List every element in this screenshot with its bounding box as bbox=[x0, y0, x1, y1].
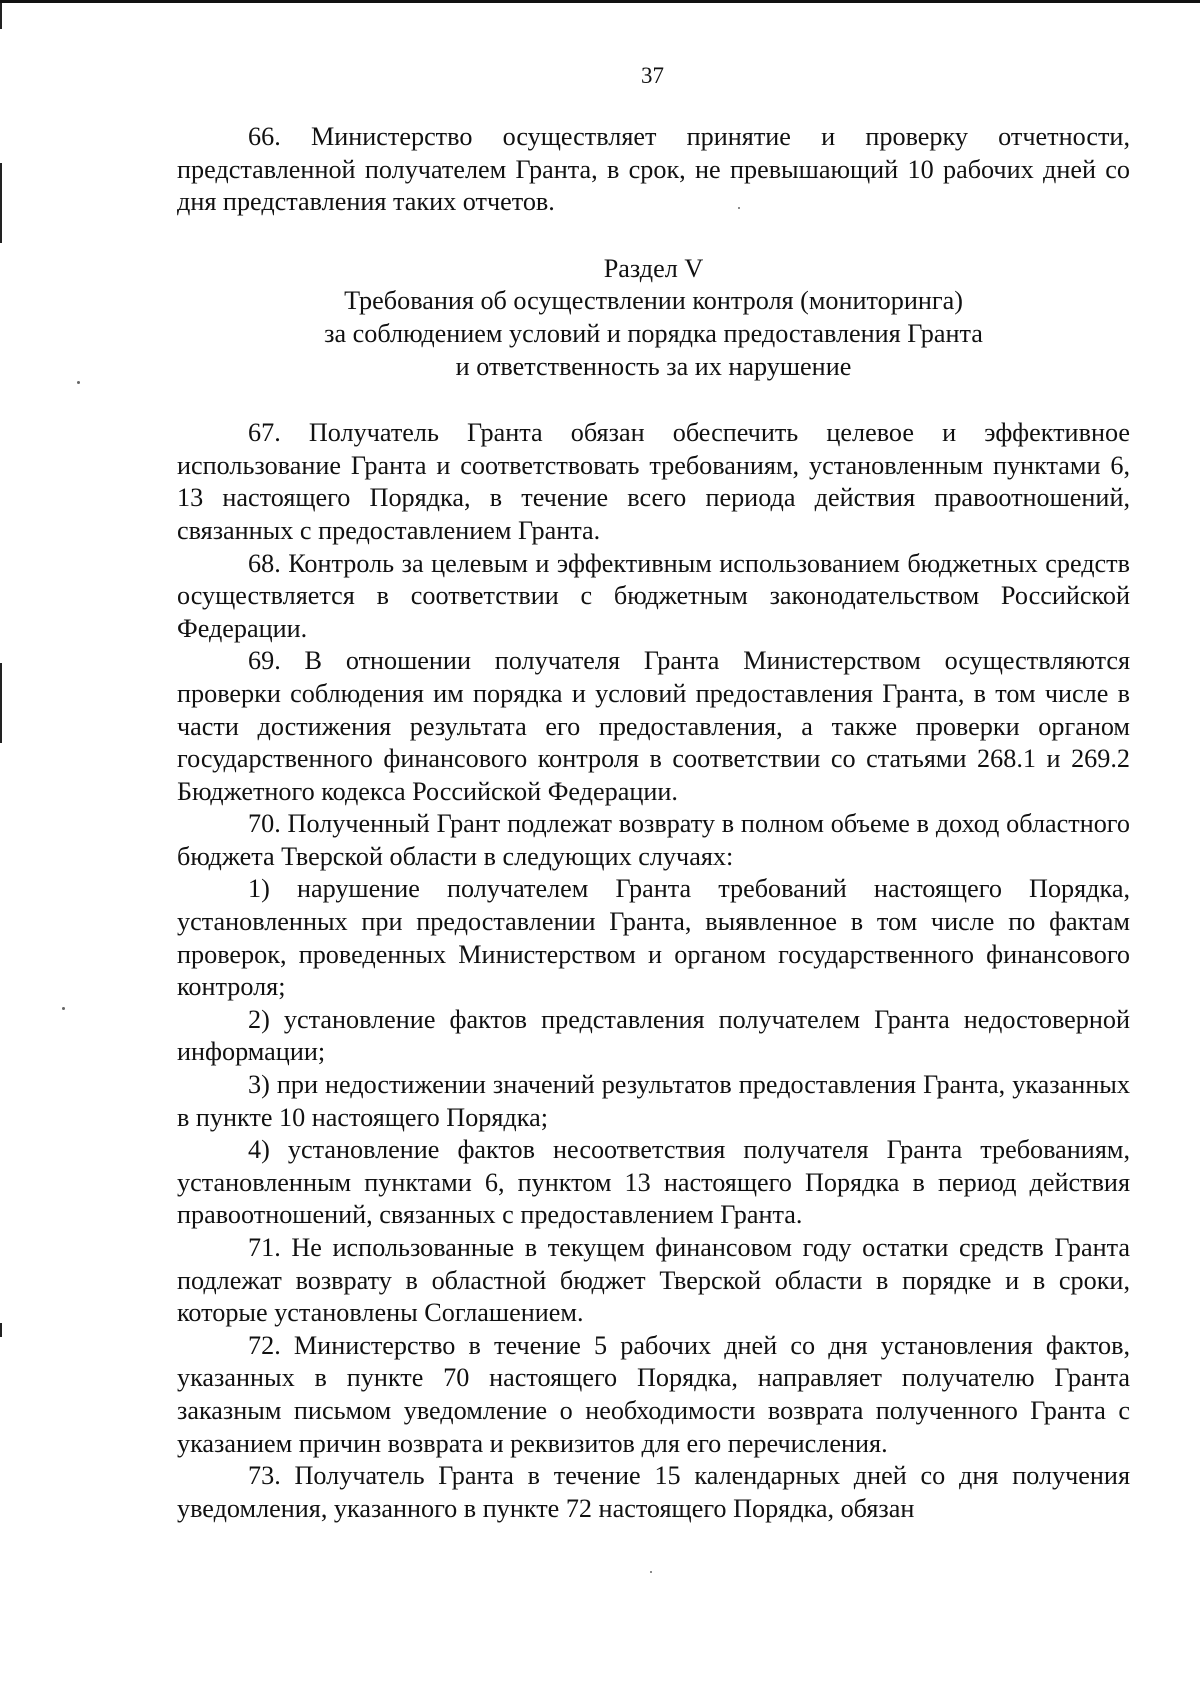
document-body bbox=[177, 121, 1130, 1525]
paragraph-70-item-1: 1) нарушение получателем Гранта требований настоящего Порядка, установленных при предоставлении Гранта, выявленное в том числе по фактам проверок, проведенных Министерством и органом государственного финансового контроля; bbox=[177, 874, 1130, 1002]
page-number: 37 bbox=[641, 63, 664, 88]
scan-speck bbox=[62, 1007, 65, 1010]
paragraph-66: 66. Министерство осуществляет принятие и проверку отчетности, представленной получателем Гранта, в срок, не превышающий 10 рабочих дней со дня представления таких отчетов. bbox=[177, 122, 1130, 217]
scan-edge-mark bbox=[0, 3, 2, 29]
paragraph-70: 70. Полученный Грант подлежат возврату в полном объеме в доход областного бюджета Тверской области в следующих случаях: bbox=[177, 809, 1130, 871]
scan-edge-mark bbox=[0, 163, 2, 243]
scan-edge-mark bbox=[0, 663, 2, 743]
section-title-line-1: Требования об осуществлении контроля (мониторинга) bbox=[344, 286, 963, 316]
paragraph-70-item-3: 3) при недостижении значений результатов предоставления Гранта, указанных в пункте 10 настоящего Порядка; bbox=[177, 1070, 1130, 1132]
paragraph-68: 68. Контроль за целевым и эффективным использованием бюджетных средств осуществляется в соответствии с бюджетным законодательством Российской Федерации. bbox=[177, 548, 1130, 643]
scan-edge-mark bbox=[0, 1323, 2, 1337]
paragraph-70-item-2: 2) установление фактов представления получателем Гранта недостоверной информации; bbox=[177, 1004, 1130, 1067]
section-header bbox=[177, 253, 1130, 383]
paragraph-67: 67. Получатель Гранта обязан обеспечить целевое и эффективное использование Гранта и соответствовать требованиям, установленным пунктами 6, 13 настоящего Порядка, в течение всего периода действия правоотношений, связанных с предоставлением Гранта. bbox=[177, 418, 1130, 545]
paragraph-73: 73. Получатель Гранта в течение 15 календарных дней со дня получения уведомления, указанного в пункте 72 настоящего Порядка, обязан bbox=[177, 1461, 1130, 1523]
scan-speck bbox=[650, 1571, 652, 1573]
paragraph-72: 72. Министерство в течение 5 рабочих дней со дня установления фактов, указанных в пункте 70 настоящего Порядка, направляет получателю Гранта заказным письмом уведомление о необходимости возврата полученного Гранта с указанием причин возврата и реквизитов для его перечисления. bbox=[177, 1330, 1130, 1458]
section-label: Раздел V bbox=[603, 253, 704, 283]
paragraph-70-item-4: 4) установление фактов несоответствия получателя Гранта требованиям, установленным пунктами 6, пунктом 13 настоящего Порядка в период действия правоотношений, связанных с предоставлением Гранта. bbox=[177, 1135, 1130, 1230]
section-title-line-3: и ответственность за их нарушение bbox=[455, 351, 852, 381]
section-title-line-2: за соблюдением условий и порядка предоставления Гранта bbox=[324, 318, 983, 348]
scan-speck bbox=[77, 381, 80, 384]
paragraph-71: 71. Не использованные в текущем финансовом году остатки средств Гранта подлежат возврату в областной бюджет Тверской области в порядке и в сроки, которые установлены Соглашением. bbox=[177, 1233, 1130, 1328]
paragraph-69: 69. В отношении получателя Гранта Министерством осуществляются проверки соблюдения им порядка и условий предоставления Гранта, в том числе в части достижения результата его предоставления, а также проверки органом государственного финансового контроля в соответствии со статьями 268.1 и 269.2 Бюджетного кодекса Российской Федерации. bbox=[177, 646, 1130, 806]
